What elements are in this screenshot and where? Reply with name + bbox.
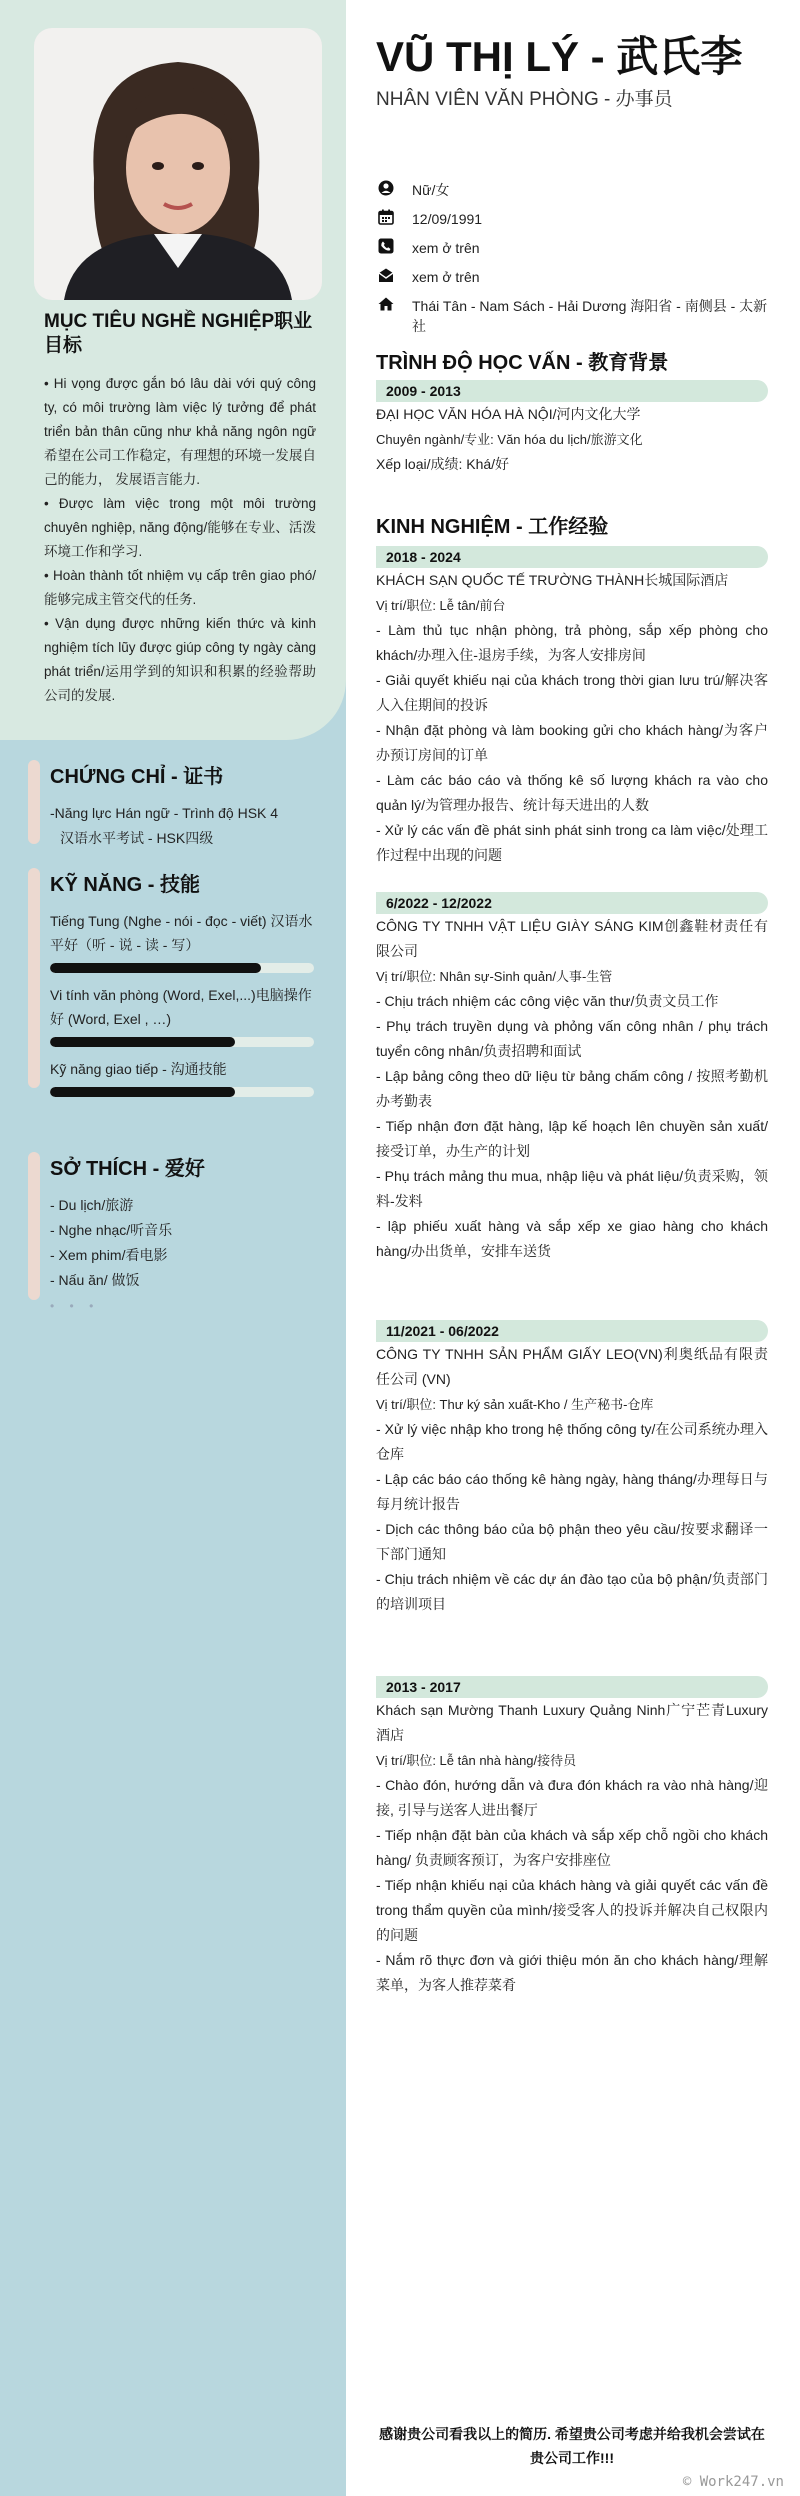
contact-phone	[376, 238, 776, 267]
education-grade: Xếp loại/成绩: Khá/好	[376, 456, 510, 472]
job-duty: - Tiếp nhận đặt bàn của khách và sắp xếp chỗ ngồi cho khách hàng/ 负责顾客预订，为客户安排座位	[376, 1827, 768, 1868]
job-duty: - lập phiếu xuất hàng và sắp xếp xe giao hàng cho khách hàng/办出货单，安排车送货	[376, 1218, 768, 1259]
skill-label: Kỹ năng giao tiếp - 沟通技能	[50, 1061, 227, 1077]
job-duty: - Dịch các thông báo của bộ phận theo yêu cầu/按要求翻译一下部门通知	[376, 1521, 768, 1562]
job-duty: - Chịu trách nhiệm các công việc văn thư/负责文员工作	[376, 993, 719, 1009]
candidate-name: VŨ THỊ LÝ - 武氏李	[376, 33, 743, 80]
closing-statement: 感谢贵公司看我以上的简历. 希望贵公司考虑并给我机会尝试在贵公司工作!!!	[379, 2426, 765, 2466]
job-duty: - Giải quyết khiếu nại của khách trong thời gian lưu trú/解决客人入住期间的投诉	[376, 672, 768, 713]
hobby-item: - Du lịch/旅游	[50, 1197, 134, 1213]
skill-bar	[50, 963, 314, 973]
job-entry	[376, 1342, 768, 1617]
calendar-icon	[376, 209, 412, 228]
job-position: Vị trí/职位: Nhân sự-Sinh quản/人事-生管	[376, 969, 613, 984]
hobby-item: - Nghe nhạc/听音乐	[50, 1222, 173, 1238]
hobbies-title: SỞ THÍCH - 爱好	[50, 1158, 205, 1180]
certificates-section	[28, 760, 318, 844]
skills-title: KỸ NĂNG - 技能	[50, 874, 200, 896]
skill-bar	[50, 1087, 314, 1097]
objective-section	[44, 310, 316, 708]
contact-text: xem ở trên	[412, 240, 480, 256]
hobby-item: - Xem phim/看电影	[50, 1247, 168, 1263]
skills-section	[28, 868, 318, 1088]
hobbies-section	[28, 1152, 318, 1313]
contact-info	[376, 180, 776, 336]
job-duty: - Lập các báo cáo thống kê hàng ngày, hàng tháng/办理每日与每月统计报告	[376, 1471, 768, 1512]
certificate-line: 汉语水平考试 - HSK四级	[60, 830, 214, 846]
section-accent-bar	[28, 868, 40, 1088]
contact-address	[376, 296, 776, 336]
skill-bar	[50, 1037, 314, 1047]
objective-item: • Hi vọng được gắn bó lâu dài với quý công ty, có môi trường làm việc lý tưởng để phát triển bản thân cũng như khả năng ngôn ngữ希望在公司工作稳定，有理想的环境一发展自己的能力， 发展语言能力.	[44, 376, 316, 487]
education-school: ĐẠI HỌC VĂN HÓA HÀ NỘI/河内文化大学	[376, 406, 641, 422]
job-company: KHÁCH SẠN QUỐC TẾ TRƯỜNG THÀNH长城国际酒店	[376, 572, 729, 588]
hobby-item: - Nấu ăn/ 做饭	[50, 1272, 140, 1288]
education-title: TRÌNH ĐỘ HỌC VẤN - 教育背景	[376, 352, 669, 374]
job-entry	[376, 568, 768, 868]
job-period: 11/2021 - 06/2022	[376, 1320, 768, 1342]
job-position: Vị trí/职位: Lễ tân/前台	[376, 598, 506, 613]
job-duty: - Lập bảng công theo dữ liệu từ bảng chấm công / 按照考勤机办考勤表	[376, 1068, 768, 1109]
contact-birthday	[376, 209, 776, 238]
certificate-line: -Năng lực Hán ngữ - Trình độ HSK 4	[50, 805, 279, 821]
contact-email	[376, 267, 776, 296]
job-period: 2018 - 2024	[376, 546, 768, 568]
phone-icon	[376, 238, 412, 257]
decorative-dots: • • •	[50, 1299, 100, 1313]
skill-label: Tiếng Tung (Nghe - nói - đọc - viết) 汉语水平好（听 - 说 - 读 - 写）	[50, 913, 313, 953]
section-accent-bar	[28, 1152, 40, 1300]
job-position: Vị trí/职位: Lễ tân nhà hàng/接待员	[376, 1753, 577, 1768]
skill-label: Vi tính văn phòng (Word, Exel,...)电脑操作好 (Word, Exel , …)	[50, 987, 312, 1027]
job-duty: - Chào đón, hướng dẫn và đưa đón khách ra vào nhà hàng/迎接, 引导与送客人进出餐厅	[376, 1777, 768, 1818]
contact-text: xem ở trên	[412, 269, 480, 285]
contact-text: Nữ/女	[412, 182, 450, 198]
job-duty: - Xử lý các vấn đề phát sinh phát sinh trong ca làm việc/处理工作过程中出现的问题	[376, 822, 768, 863]
objective-item: • Được làm việc trong một môi trường chuyên nghiệp, năng động/能够在专业、活泼环境工作和学习.	[44, 496, 316, 559]
skill-bar-fill	[50, 1087, 235, 1097]
skill-item	[50, 909, 318, 973]
education-entry	[376, 402, 768, 477]
job-entry	[376, 914, 768, 1264]
contact-text: Thái Tân - Nam Sách - Hải Dương 海阳省 - 南侧县 - 太新社	[412, 298, 768, 334]
job-duty: - Nhận đặt phòng và làm booking gửi cho khách hàng/为客户办预订房间的订单	[376, 722, 768, 763]
job-period: 6/2022 - 12/2022	[376, 892, 768, 914]
objective-title: MỤC TIÊU NGHỀ NGHIỆP职业目标	[44, 311, 313, 356]
skill-bar-fill	[50, 1037, 235, 1047]
objective-item: • Vận dụng được những kiến thức và kinh nghiệm tích lũy được giúp công ty ngày càng phát triển/运用学到的知识和积累的经验帮助公司的发展.	[44, 616, 316, 703]
job-company: Khách sạn Mường Thanh Luxury Quảng Ninh广宁芒青Luxury酒店	[376, 1702, 768, 1743]
section-accent-bar	[28, 760, 40, 844]
home-icon	[376, 296, 412, 315]
objective-item: • Hoàn thành tốt nhiệm vụ cấp trên giao phó/能够完成主管交代的任务.	[44, 568, 316, 607]
skill-item	[50, 1057, 318, 1097]
job-company: CÔNG TY TNHH SẢN PHẨM GIẤY LEO(VN)利奥纸品有限责任公司 (VN)	[376, 1346, 768, 1387]
watermark: © Work247.vn	[682, 2474, 784, 2490]
job-duty: - Chịu trách nhiệm về các dự án đào tạo của bộ phận/负责部门的培训项目	[376, 1571, 768, 1612]
job-duty: - Tiếp nhận đơn đặt hàng, lập kế hoạch lên chuyền sản xuất/ 接受订单，办生产的计划	[376, 1118, 768, 1159]
job-entry	[376, 1698, 768, 1998]
job-duty: - Nắm rõ thực đơn và giới thiệu món ăn cho khách hàng/理解菜单，为客人推荐菜肴	[376, 1952, 768, 1993]
contact-text: 12/09/1991	[412, 211, 483, 227]
certificates-title: CHỨNG CHỈ - 证书	[50, 766, 224, 788]
job-duty: - Làm các báo cáo và thống kê số lượng khách ra vào cho quản lý/为管理办报告、统计每天进出的人数	[376, 772, 768, 813]
experience-title: KINH NGHIỆM - 工作经验	[376, 516, 609, 538]
skill-item	[50, 983, 318, 1047]
profile-photo	[34, 28, 322, 300]
job-position: Vị trí/职位: Thư ký sản xuất-Kho / 生产秘书-仓库	[376, 1397, 654, 1412]
job-duty: - Xử lý việc nhập kho trong hệ thống công ty/在公司系统办理入仓库	[376, 1421, 768, 1462]
job-duty: - Phụ trách truyền dụng và phỏng vấn công nhân / phụ trách tuyển công nhân/负责招聘和面试	[376, 1018, 768, 1059]
job-title: NHÂN VIÊN VĂN PHÒNG - 办事员	[376, 89, 673, 110]
job-duty: - Phụ trách mảng thu mua, nhập liệu và phát liệu/负责采购，领料-发料	[376, 1168, 768, 1209]
contact-gender	[376, 180, 776, 209]
job-duty: - Tiếp nhận khiếu nại của khách hàng và giải quyết các vấn đề trong thẩm quyền của mình/接受客人的投诉并解决自己权限内的问题	[376, 1877, 768, 1943]
email-icon	[376, 267, 412, 286]
user-icon	[376, 180, 412, 199]
skill-bar-fill	[50, 963, 261, 973]
job-company: CÔNG TY TNHH VẬT LIỆU GIÀY SÁNG KIM创鑫鞋材责任有限公司	[376, 918, 768, 959]
job-duty: - Làm thủ tục nhận phòng, trả phòng, sắp xếp phòng cho khách/办理入住-退房手续，为客人安排房间	[376, 622, 768, 663]
education-period: 2009 - 2013	[376, 380, 768, 402]
education-major: Chuyên ngành/专业: Văn hóa du lịch/旅游文化	[376, 432, 643, 447]
job-period: 2013 - 2017	[376, 1676, 768, 1698]
